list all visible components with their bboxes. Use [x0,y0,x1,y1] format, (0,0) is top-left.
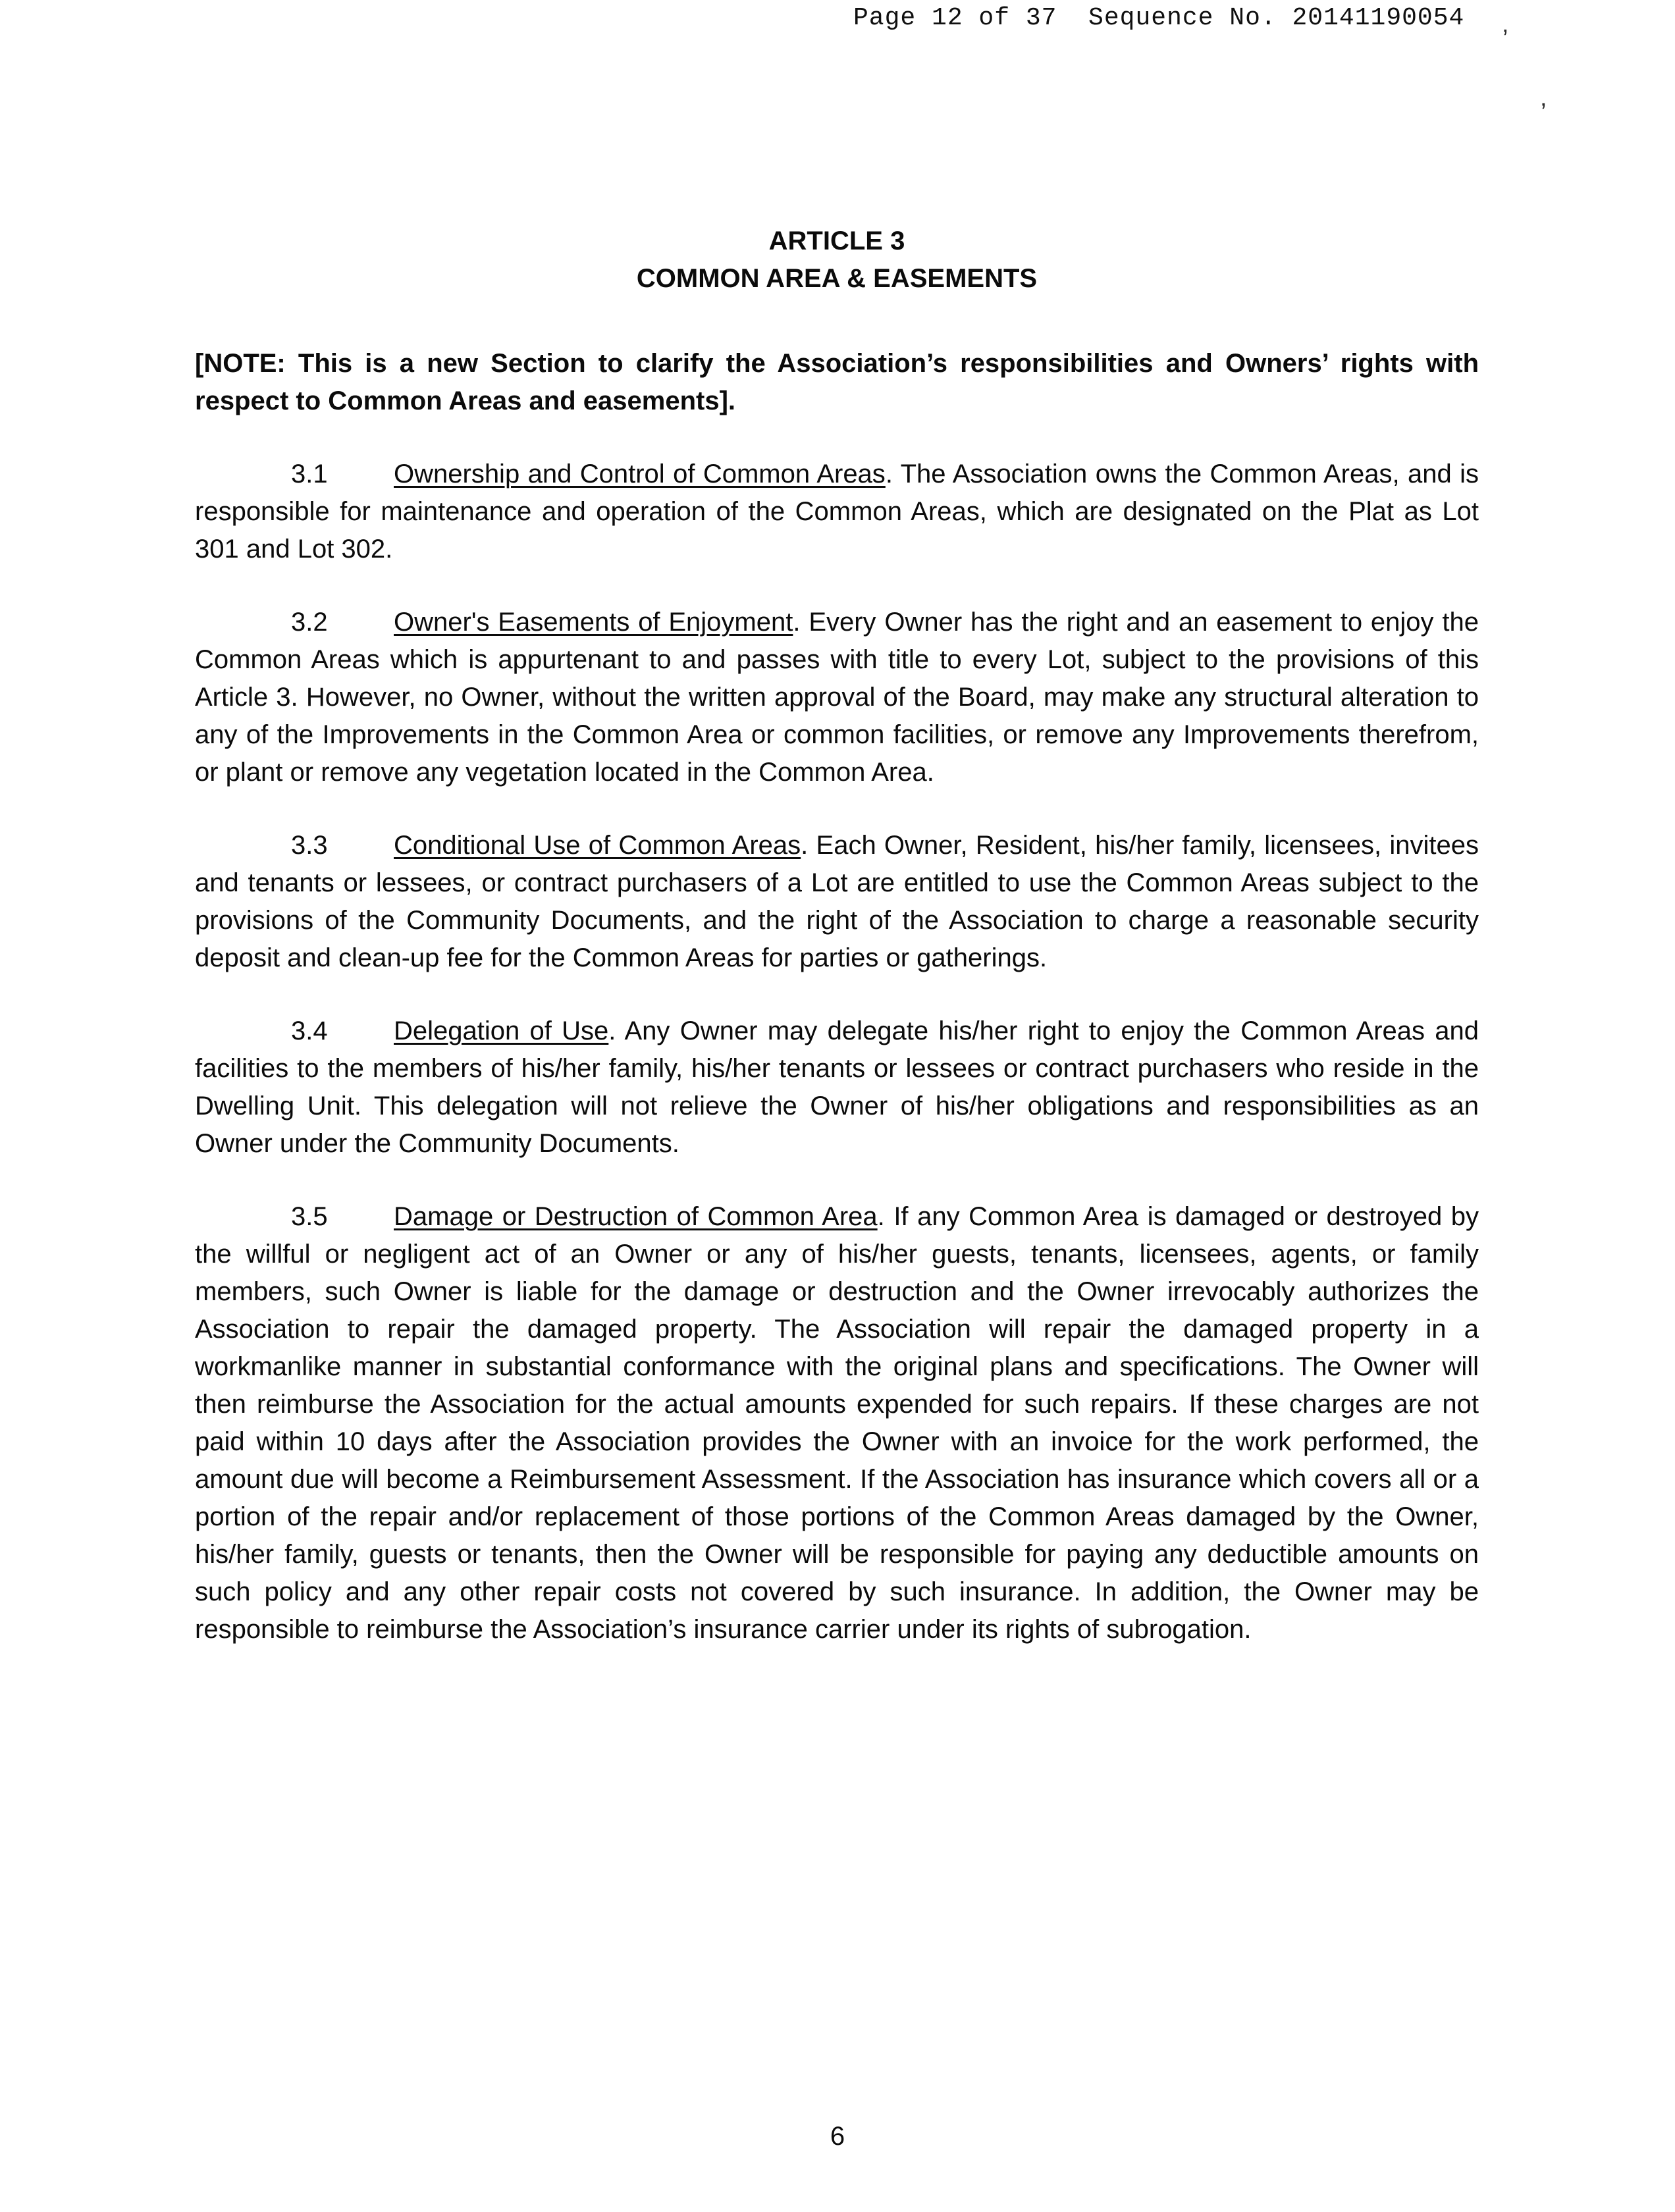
document-body [195,0,1479,1648]
section-3-4 [195,1013,1479,1163]
section-heading: Owner's Easements of Enjoyment [394,608,793,637]
heading-period: . [801,831,809,860]
heading-period: . [877,1202,885,1231]
section-number: 3.2 [291,608,328,637]
section-number: 3.1 [291,460,328,488]
article-number: ARTICLE 3 [768,226,905,255]
section-body: Any Owner may delegate his/her right to enjoy the Common Areas and facilities to the members of his/her family, his/her tenants or lessees or contract purchasers who reside in the Dwelling Unit. This delegation will not relieve the Owner of his/her obligations and responsibilities as an Owner under the Community Documents. [195,1016,1479,1158]
section-heading: Conditional Use of Common Areas [394,831,801,860]
section-number: 3.4 [291,1016,328,1045]
scan-artifact: ’ [1502,25,1508,53]
section-body: Every Owner has the right and an easement to enjoy the Common Areas which is appurtenant to and passes with title to every Lot, subject to the provisions of this Article 3. However, no Owner, without the written approval of the Board, may make any structural alteration to any of the Improvements in the Common Area or common facilities, or remove any Improvements therefrom, or plant or remove any vegetation located in the Common Area. [195,608,1479,787]
section-body: If any Common Area is damaged or destroyed by the willful or negligent act of an Owner or any of his/her guests, tenants, licensees, agents, or family members, such Owner is liable for the damage or destruction and the Owner irrevocably authorizes the Association to repair the damaged property. The Association will repair the damaged property in a workmanlike manner in substantial conformance with the original plans and specifications. The Owner will then reimburse the Association for the actual amounts expended for such repairs. If these charges are not paid within 10 days after the Association provides the Owner with an invoice for the work performed, the amount due will become a Reimbursement Assessment. If the Association has insurance which covers all or a portion of the repair and/or replacement of those portions of the Common Areas damaged by the Owner, his/her family, guests or tenants, then the Owner will be responsible for paying any deductible amounts on such policy and any other repair costs not covered by such insurance. In addition, the Owner may be responsible to reimburse the Association’s insurance carrier under its rights of subrogation. [195,1202,1479,1644]
scan-page-header: Page 12 of 37 Sequence No. 20141190054 [853,4,1465,32]
section-heading: Damage or Destruction of Common Area [394,1202,878,1231]
article-title [195,223,1479,298]
heading-period: . [885,460,893,488]
note-paragraph: [NOTE: This is a new Section to clarify the Association’s responsibilities and Owners’ rights with respect to Common Areas and easements]. [195,349,1479,415]
section-3-5 [195,1198,1479,1648]
section-heading: Ownership and Control of Common Areas [394,460,886,488]
article-name: COMMON AREA & EASEMENTS [636,264,1038,293]
section-3-2 [195,604,1479,791]
heading-period: . [793,608,801,637]
section-body: The Association owns the Common Areas, and is responsible for maintenance and operation of the Common Areas, which are designated on the Plat as Lot 301 and Lot 302. [195,460,1479,564]
page-number: 6 [830,2122,845,2151]
heading-period: . [608,1016,616,1045]
section-3-1 [195,456,1479,568]
section-number: 3.3 [291,831,328,860]
section-number: 3.5 [291,1202,328,1231]
section-body: Each Owner, Resident, his/her family, licensees, invitees and tenants or lessees, or contract purchasers of a Lot are entitled to use the Common Areas subject to the provisions of the Community Documents, and the right of the Association to charge a reasonable security deposit and clean-up fee for the Common Areas for parties or gatherings. [195,831,1479,972]
section-heading: Delegation of Use [394,1016,609,1045]
scan-artifact: ’ [1541,99,1547,126]
section-3-3 [195,827,1479,977]
